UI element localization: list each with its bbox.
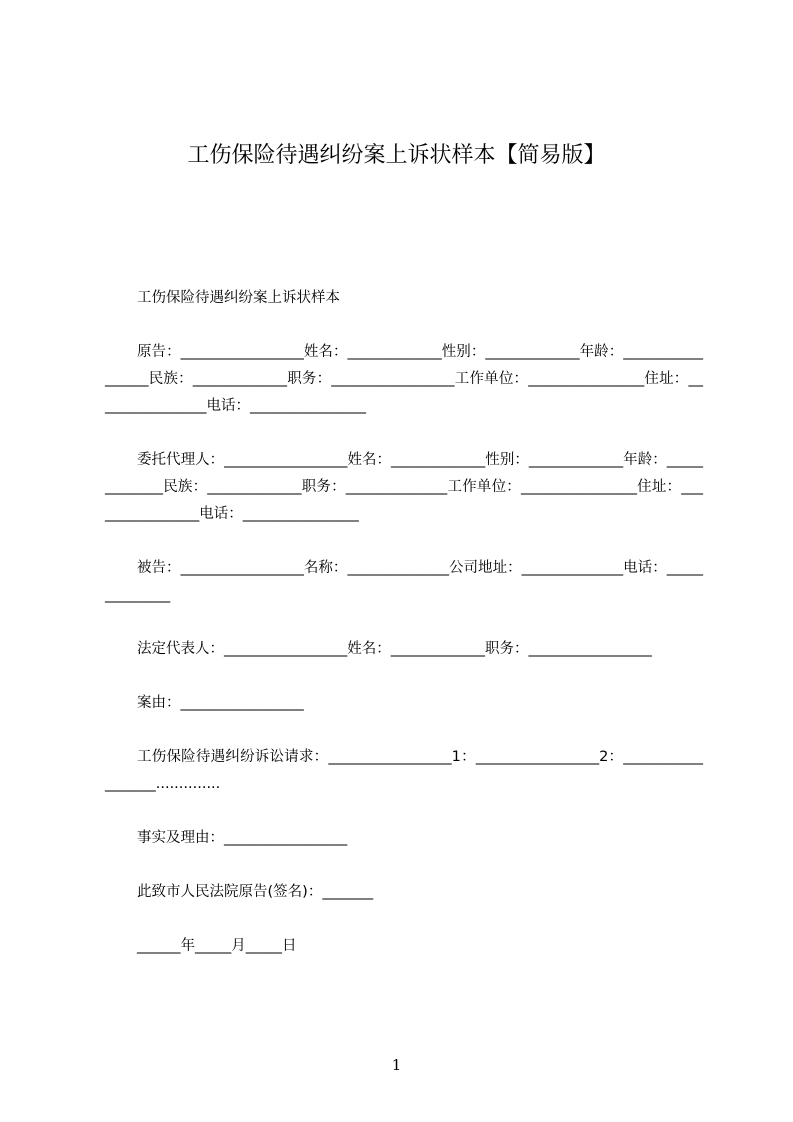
document-title: 工伤保险待遇纠纷案上诉状样本【简易版】: [187, 143, 606, 168]
legal-representative-paragraph: 法定代表人：_________________姓名：_____________职务：_________________: [137, 641, 652, 657]
cause-paragraph: 案由：_________________: [137, 695, 304, 711]
document-body: [105, 285, 703, 960]
facts-paragraph: 事实及理由：_________________: [137, 830, 348, 846]
plaintiff-paragraph: 原告：_________________姓名：_____________性别：_____________年龄：_________________民族：_____________职务：_________________工作单位：________________住址：________________电话：________________: [105, 344, 703, 414]
subtitle-paragraph: 工伤保险待遇纠纷案上诉状样本: [137, 290, 340, 306]
defendant-paragraph: 被告：_________________名称：______________公司地址：______________电话：______________: [105, 560, 703, 603]
claims-paragraph: 工伤保险待遇纠纷诉讼请求：_________________1：_________________2：__________________..............: [105, 749, 703, 792]
page-number: 1: [391, 1056, 402, 1074]
signature-paragraph: 此致市人民法院原告(签名)：_______: [137, 884, 374, 900]
agent-paragraph: 委托代理人：_________________姓名：_____________性别：_____________年龄：_____________民族：_____________职务：______________工作单位：________________住址：________________电话：________________: [105, 452, 703, 522]
date-paragraph: ______年_____月_____日: [137, 938, 297, 954]
